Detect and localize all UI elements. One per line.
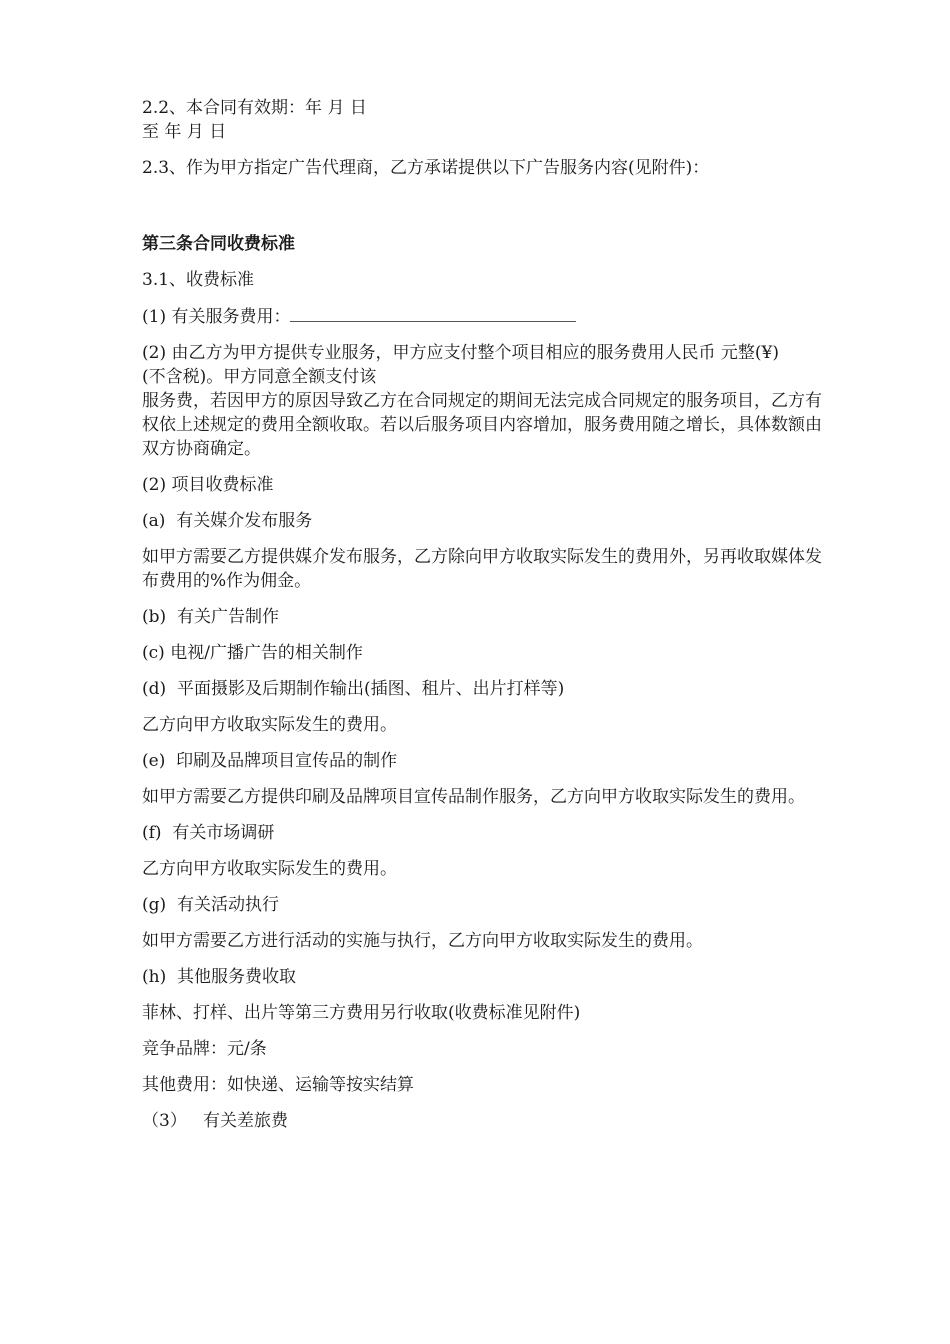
item-d-title: (d) 平面摄影及后期制作输出(插图、租片、出片打样等): [142, 679, 565, 699]
item-f-body: 乙方向甲方收取实际发生的费用。: [142, 859, 397, 879]
fill-in-blank: [290, 304, 576, 322]
document-page: [142, 96, 822, 1145]
item-a-body: 如甲方需要乙方提供媒介发布服务，乙方除向甲方收取实际发生的费用外，另再收取媒体发布费用的%作为佣金。: [142, 547, 822, 591]
item-2-paragraph-b: 服务费，若因甲方的原因导致乙方在合同规定的期间无法完成合同规定的服务项目，乙方有权依上述规定的费用全额收取。若以后服务项目内容增加，服务费用随之增长，具体数额由双方协商确定。: [142, 391, 822, 459]
clause-3-1: 3.1、收费标准: [142, 270, 255, 290]
item-b-title: (b) 有关广告制作: [142, 607, 279, 627]
item-e-title: (e) 印刷及品牌项目宣传品的制作: [142, 751, 398, 771]
service-fee-label: (1) 有关服务费用：: [142, 307, 291, 327]
item-3-title: （3） 有关差旅费: [142, 1111, 289, 1131]
item-f-title: (f) 有关市场调研: [142, 823, 275, 843]
item-h-body-1: 菲林、打样、出片等第三方费用另行收取(收费标准见附件): [142, 1003, 581, 1023]
clause-2-2-line2: 至 年 月 日: [142, 122, 227, 142]
item-h-body-2: 竞争品牌：元/条: [142, 1039, 267, 1059]
spacer: [142, 192, 822, 232]
clause-3-heading: 第三条合同收费标准: [142, 234, 295, 254]
item-g-title: (g) 有关活动执行: [142, 895, 279, 915]
item-c-title: (c) 电视/广播广告的相关制作: [142, 643, 363, 663]
service-fee-item: [142, 304, 822, 329]
item-h-title: (h) 其他服务费收取: [142, 967, 297, 987]
item-2-project-fee: (2) 项目收费标准: [142, 475, 274, 495]
clause-2-3: 2.3、作为甲方指定广告代理商，乙方承诺提供以下广告服务内容(见附件)：: [142, 158, 710, 178]
item-2-paragraph-a: (2) 由乙方为甲方提供专业服务，甲方应支付整个项目相应的服务费用人民币 元整(¥)(不含税)。甲方同意全额支付该: [142, 343, 779, 387]
clause-2-2-line1: 2.2、本合同有效期：年 月 日: [142, 98, 367, 118]
item-g-body: 如甲方需要乙方进行活动的实施与执行，乙方向甲方收取实际发生的费用。: [142, 931, 703, 951]
item-d-body: 乙方向甲方收取实际发生的费用。: [142, 715, 397, 735]
item-e-body: 如甲方需要乙方提供印刷及品牌项目宣传品制作服务，乙方向甲方收取实际发生的费用。: [142, 787, 805, 807]
item-a-title: (a) 有关媒介发布服务: [142, 511, 313, 531]
item-h-body-3: 其他费用：如快递、运输等按实结算: [142, 1075, 414, 1095]
